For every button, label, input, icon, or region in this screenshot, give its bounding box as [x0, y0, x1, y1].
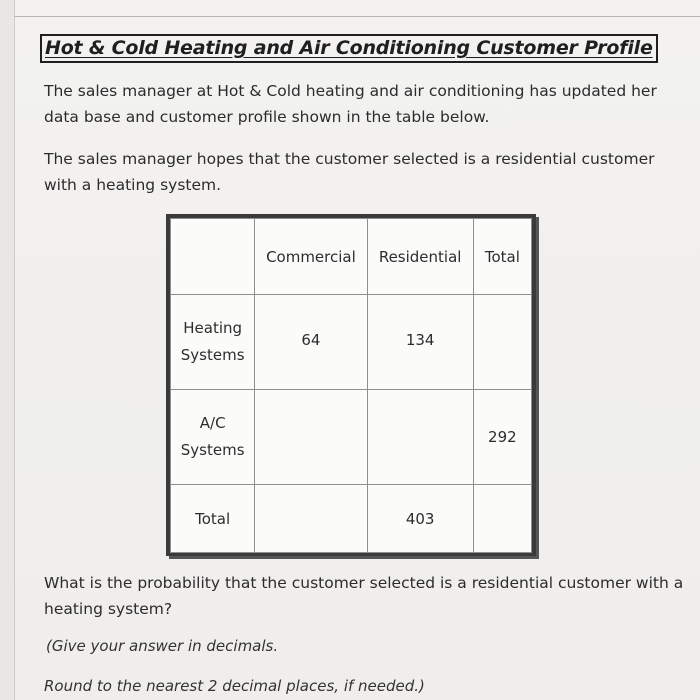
row-label-ac	[171, 390, 255, 485]
header-corner-cell	[171, 219, 255, 295]
intro-paragraph: The sales manager at Hot & Cold heating and air conditioning has updated her data base and customer profile shown in the table below.	[44, 82, 657, 126]
header-total: Total	[473, 219, 531, 295]
answer-instruction-line1: (Give your answer in decimals.	[46, 637, 279, 655]
divider	[14, 16, 700, 17]
cell-heating-residential: 134	[367, 295, 473, 390]
row-label-line: Systems	[180, 346, 245, 364]
table-header-row	[171, 219, 532, 295]
row-label-total: Total	[171, 485, 255, 553]
row-label-line: Heating	[183, 319, 243, 337]
header-residential: Residential	[367, 219, 473, 295]
customer-profile-table	[166, 214, 536, 556]
cell-heating-commercial: 64	[255, 295, 367, 390]
row-label-line: Systems	[180, 441, 245, 459]
table-row-ac	[171, 390, 532, 485]
cell-ac-total: 292	[473, 390, 531, 485]
row-label-line: A/C	[199, 414, 226, 432]
cell-total-residential: 403	[367, 485, 473, 553]
table-row-total	[171, 485, 532, 553]
cell-grand-total	[473, 485, 531, 553]
answer-instruction-line2: Round to the nearest 2 decimal places, if needed.)	[44, 677, 425, 695]
page-title: Hot & Cold Heating and Air Conditioning Customer Profile	[42, 36, 656, 61]
row-label-heating	[171, 295, 255, 390]
table-row-heating	[171, 295, 532, 390]
cell-ac-commercial	[255, 390, 367, 485]
cell-heating-total	[473, 295, 531, 390]
question-text: What is the probability that the customer selected is a residential customer with a heating system?	[44, 574, 684, 618]
header-commercial: Commercial	[255, 219, 367, 295]
cell-ac-residential	[367, 390, 473, 485]
scenario-paragraph: The sales manager hopes that the customer selected is a residential customer with a heating system.	[44, 150, 655, 194]
cell-total-commercial	[255, 485, 367, 553]
